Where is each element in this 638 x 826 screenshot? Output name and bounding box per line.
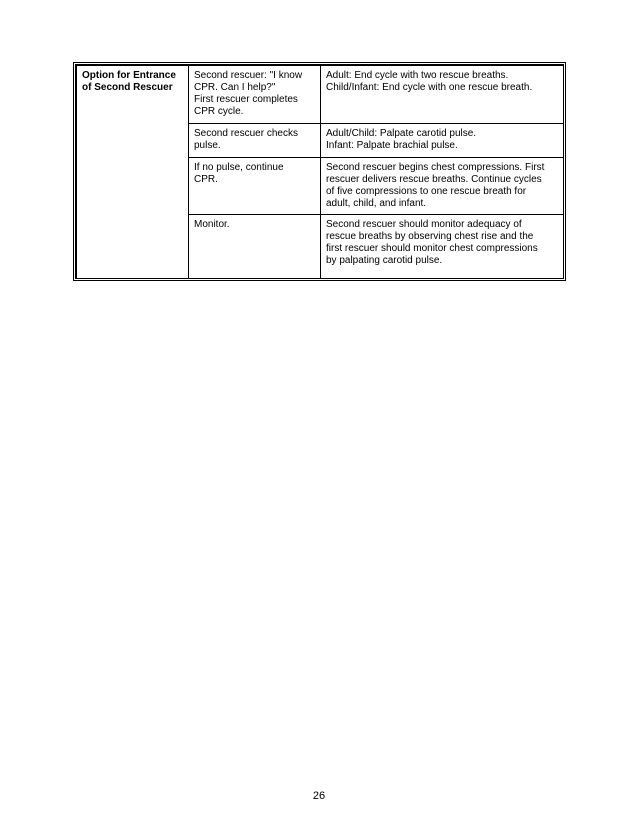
action-line: Second rescuer checks — [194, 128, 298, 139]
action-cell — [189, 124, 321, 158]
detail-cell — [321, 215, 564, 279]
page-number: 26 — [312, 790, 326, 802]
detail-line: adult, child, and infant. — [326, 198, 427, 209]
detail-cell — [321, 158, 564, 215]
heading-line: Option for Entrance — [82, 70, 176, 81]
detail-line: by palpating carotid pulse. — [326, 255, 443, 266]
detail-line: rescuer delivers rescue breaths. Continue cycles — [326, 174, 542, 185]
action-line: pulse. — [194, 140, 221, 151]
action-line: Monitor. — [194, 219, 230, 230]
action-line: CPR. — [194, 174, 218, 185]
detail-line: rescue breaths by observing chest rise and the — [326, 231, 534, 242]
detail-cell — [321, 66, 564, 124]
action-cell — [189, 215, 321, 279]
detail-line: Adult: End cycle with two rescue breaths. — [326, 70, 509, 81]
action-line: CPR. Can I help?" — [194, 82, 276, 93]
detail-line: Infant: Palpate brachial pulse. — [326, 140, 458, 151]
heading-line: of Second Rescuer — [82, 82, 173, 93]
action-line: First rescuer completes — [194, 94, 298, 105]
detail-cell — [321, 124, 564, 158]
action-line: Second rescuer: "I know — [194, 70, 303, 81]
detail-line: Second rescuer begins chest compressions. First — [326, 162, 545, 173]
action-line: CPR cycle. — [194, 106, 244, 117]
detail-line: Child/Infant: End cycle with one rescue breath. — [326, 82, 533, 93]
action-cell — [189, 66, 321, 124]
second-rescuer-table — [76, 65, 564, 279]
detail-line: first rescuer should monitor chest compressions — [326, 243, 538, 254]
detail-line: Second rescuer should monitor adequacy of — [326, 219, 522, 230]
detail-line: Adult/Child: Palpate carotid pulse. — [326, 128, 477, 139]
table-row — [77, 66, 564, 124]
action-cell — [189, 158, 321, 215]
row-heading-cell — [77, 66, 189, 279]
detail-line: of five compressions to one rescue breath for — [326, 186, 527, 197]
second-rescuer-table-frame — [73, 62, 566, 281]
action-line: If no pulse, continue — [194, 162, 284, 173]
